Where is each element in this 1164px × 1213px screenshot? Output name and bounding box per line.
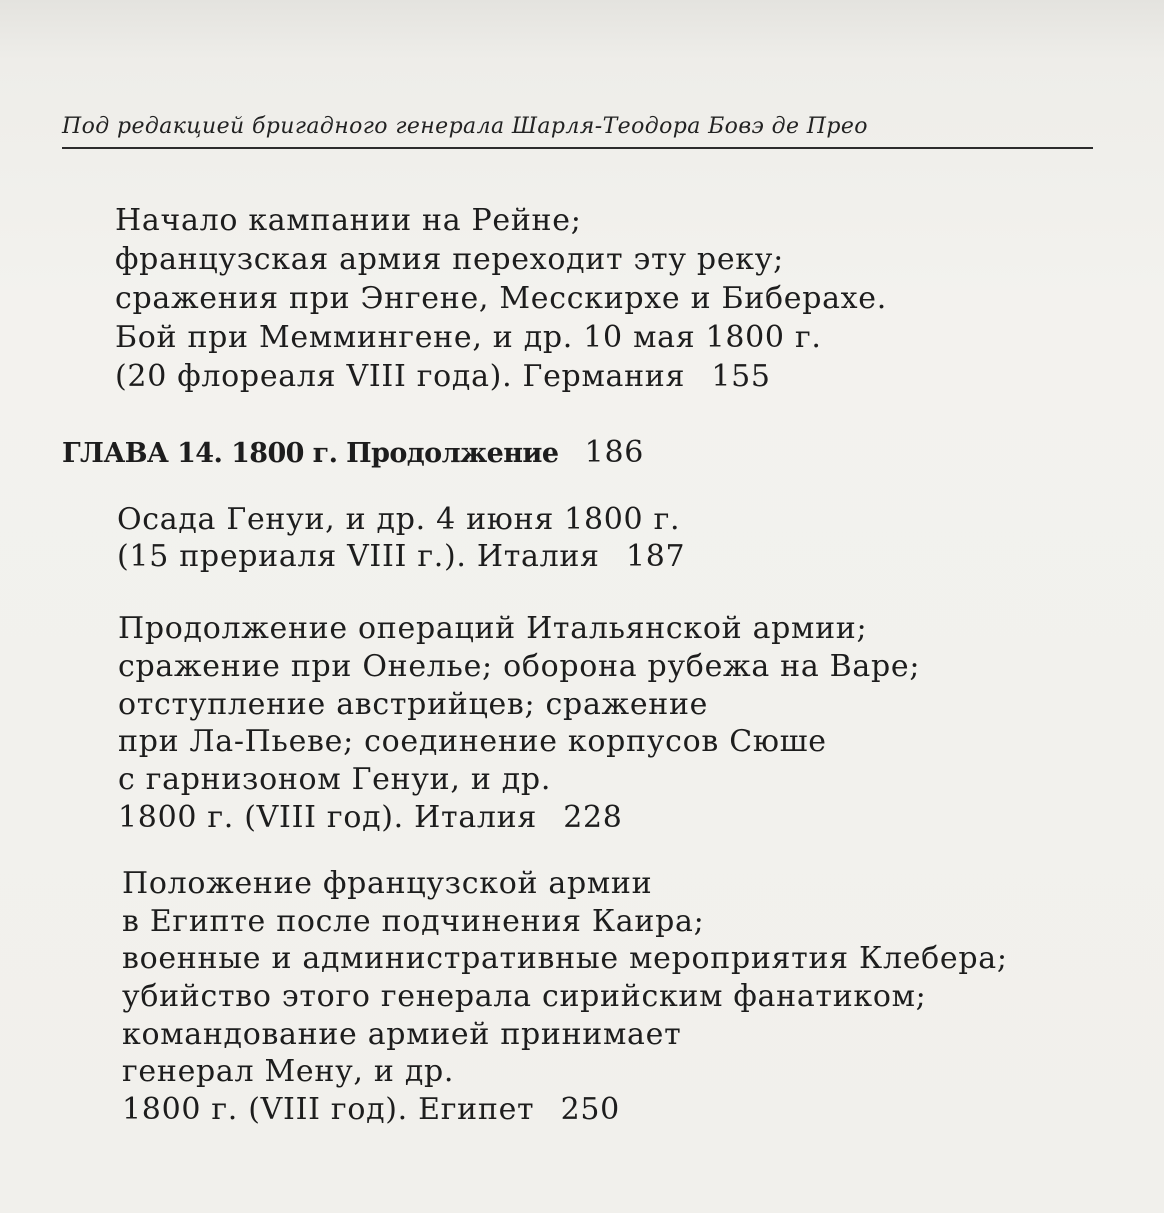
toc-entry-egypt	[122, 865, 1080, 1129]
toc-entry-line: военные и административные мероприятия Клебера;	[122, 941, 1008, 977]
toc-entry-genoa	[117, 501, 1086, 575]
toc-entry-line: Начало кампании на Рейне;	[115, 203, 582, 238]
header-rule	[62, 147, 1093, 149]
toc-entry-line: командование армией принимает	[122, 1016, 682, 1052]
page-number: 155	[711, 359, 771, 394]
toc-entry-line: генерал Мену, и др.	[122, 1054, 455, 1090]
page-number: 186	[584, 435, 645, 470]
toc-entry-line: отступление австрийцев; сражение	[118, 686, 709, 722]
toc-entry-line: Продолжение операций Итальянской армии;	[118, 611, 868, 646]
toc-entry-last-line	[122, 1091, 1080, 1129]
toc-chapter-heading	[62, 434, 1087, 472]
toc-entry-line: 1800 г. (VIII год). Египет	[122, 1092, 535, 1128]
toc-entry-line: (15 прериаля VIII г.). Италия	[117, 539, 600, 574]
chapter-line	[62, 434, 1087, 472]
toc-entry-line: Положение французской армии	[122, 866, 653, 901]
toc-entry-rhine	[115, 201, 1088, 396]
toc-entry-line: 1800 г. (VIII год). Италия	[118, 799, 537, 835]
toc-entry-line: сражение при Онелье; оборона рубежа на Варе;	[118, 648, 921, 684]
page-number: 187	[625, 539, 686, 574]
toc-entry-line: с гарнизоном Генуи, и др.	[118, 762, 552, 798]
toc-entry-line: французская армия переходит эту реку;	[115, 242, 784, 277]
toc-entry-line: Бой при Меммингене, и др. 10 мая 1800 г.	[115, 320, 822, 355]
toc-entry-line: сражения при Энгене, Месскирхе и Биберахе.	[115, 281, 887, 316]
toc-entry-line: при Ла-Пьеве; соединение корпусов Сюше	[118, 724, 827, 760]
toc-entry-last-line	[118, 799, 1082, 837]
chapter-title: ГЛАВА 14. 1800 г. Продолжение	[62, 438, 559, 469]
toc-entry-line: в Египте после подчинения Каира;	[122, 903, 705, 939]
toc-entry-line: убийство этого генерала сирийским фанатиком;	[122, 979, 927, 1015]
running-title: Под редакцией бригадного генерала Шарля-Теодора Бовэ де Прео	[62, 114, 868, 139]
toc-entry-line: Осада Генуи, и др. 4 июня 1800 г.	[117, 502, 681, 537]
toc-entry-line: (20 флореаля VIII года). Германия	[115, 359, 686, 394]
page-number: 228	[563, 799, 623, 835]
toc-entry-last-line	[117, 538, 1086, 575]
toc-entry-italy	[118, 610, 1082, 837]
toc-entry-last-line	[115, 357, 1088, 396]
page-number: 250	[560, 1092, 620, 1128]
